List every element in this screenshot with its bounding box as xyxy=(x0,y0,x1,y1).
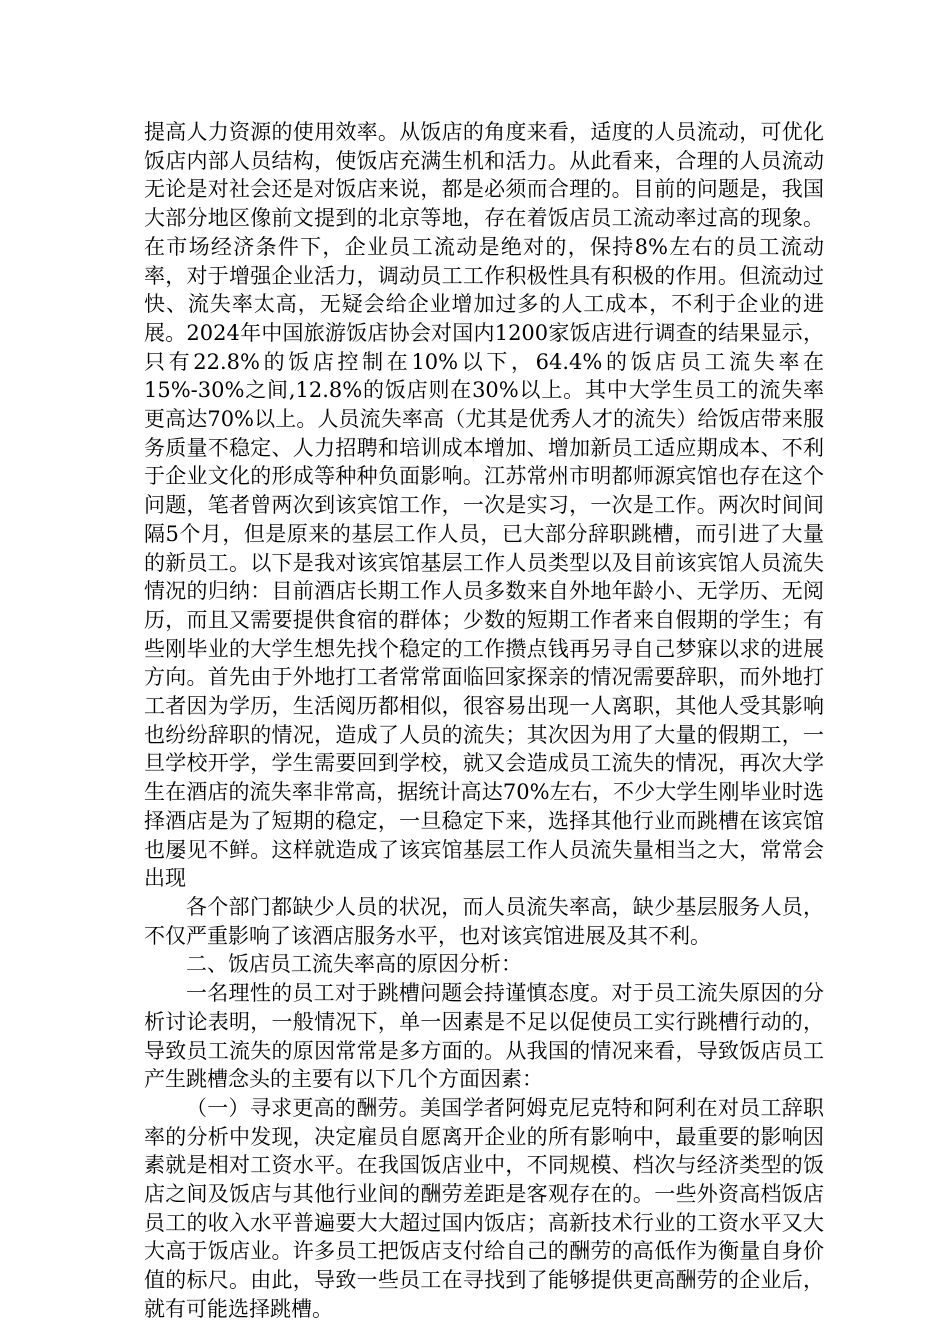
paragraph-department-shortage: 各个部门都缺少人员的状况，而人员流失率高，缺少基层服务人员，不仅严重影响了该酒店服务水平，也对该宾馆进展及其不利。 xyxy=(144,894,824,948)
section-heading-cause-analysis: 二、饭店员工流失率高的原因分析： xyxy=(186,952,522,977)
paragraph-higher-pay: （一）寻求更高的酬劳。美国学者阿姆克尼克特和阿利在对员工辞职率的分析中发现，决定雇员自愿离开企业的所有影响中，最重要的影响因素就是相对工资水平。在我国饭店业中，不同规模、档次与经济类型的饭店之间及饭店与其他行业间的酬劳差距是客观存在的。一些外资高档饭店员工的收入水平普遍要大大超过国内饭店；高新技术行业的工资水平又大大高于饭店业。许多员工把饭店支付给自己的酬劳的高低作为衡量自身价值的标尺。由此，导致一些员工在寻找到了能够提供更高酬劳的企业后，就有可能选择跳槽。 xyxy=(144,1095,824,1321)
paragraph-rational-employee: 一名理性的员工对于跳槽问题会持谨慎态度。对于员工流失原因的分析讨论表明，一般情况下，单一因素是不足以促使员工实行跳槽行动的，导致员工流失的原因常常是多方面的。从我国的情况来看，导致饭店员工产生跳槽念头的主要有以下几个方面因素： xyxy=(144,981,824,1092)
paragraph-turnover-overview: 提高人力资源的使用效率。从饭店的角度来看，适度的人员流动，可优化饭店内部人员结构，使饭店充满生机和活力。从此看来，合理的人员流动无论是对社会还是对饭店来说，都是必须而合理的。目前的问题是，我国大部分地区像前文提到的北京等地，存在着饭店员工流动率过高的现象。在市场经济条件下，企业员工流动是绝对的，保持8%左右的员工流动率，对于增强企业活力，调动员工工作积极性具有积极的作用。但流动过快、流失率太高，无疑会给企业增加过多的人工成本，不利于企业的进展。2024年中国旅游饭店协会对国内1200家饭店进行调查的结果显示，只有22.8%的饭店控制在10%以下，64.4%的饭店员工流失率在15%-30%之间,12.8%的饭店则在30%以上。其中大学生员工的流失率更高达70%以上。人员流失率高（尤其是优秀人才的流失）给饭店带来服务质量不稳定、人力招聘和培训成本增加、增加新员工适应期成本、不利于企业文化的形成等种种负面影响。江苏常州市明都师源宾馆也存在这个问题，笔者曾两次到该宾馆工作，一次是实习，一次是工作。两次时间间隔5个月，但是原来的基层工作人员，已大部分辞职跳槽，而引进了大量的新员工。以下是我对该宾馆基层工作人员类型以及目前该宾馆人员流失情况的归纳：目前酒店长期工作人员多数来自外地年龄小、无学历、无阅历，而且又需要提供食宿的群体；少数的短期工作者来自假期的学生；有些刚毕业的大学生想先找个稳定的工作攒点钱再另寻自己梦寐以求的进展方向。首先由于外地打工者常常面临回家探亲的情况需要辞职，而外地打工者因为学历，生活阅历都相似，很容易出现一人离职，其他人受其影响也纷纷辞职的情况，造成了人员的流失；其次因为用了大量的假期工，一旦学校开学，学生需要回到学校，就又会造成员工流失的情况，再次大学生在酒店的流失率非常高，据统计高达70%左右，不少大学生刚毕业时选择酒店是为了短期的稳定，一旦稳定下来，选择其他行业而跳槽在该宾馆也屡见不鲜。这样就造成了该宾馆基层工作人员流失量相当之大，常常会出现 xyxy=(144,120,824,891)
document-body xyxy=(144,118,824,1324)
